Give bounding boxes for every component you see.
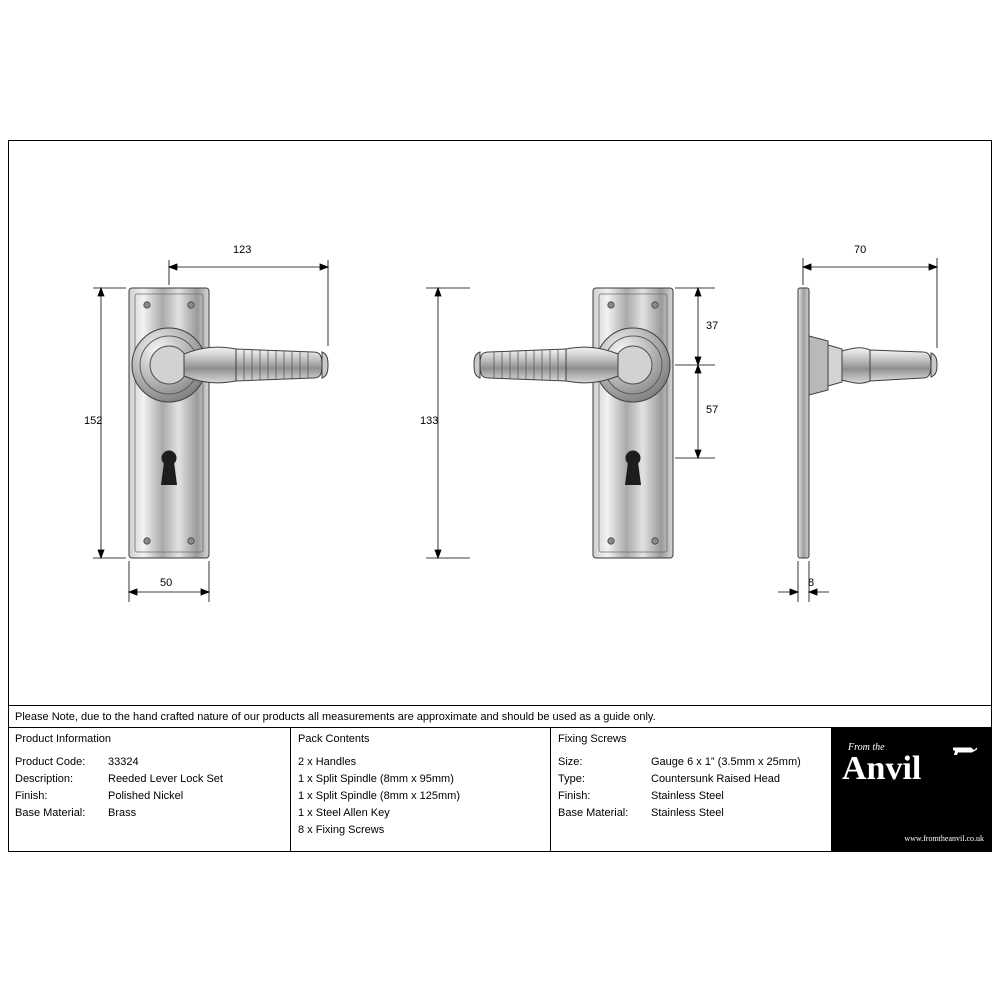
pack-contents-item: 1 x Split Spindle (8mm x 95mm)	[298, 773, 454, 785]
finish-value: Polished Nickel	[108, 790, 184, 802]
dimension-label-lever-offset-top: 37	[706, 320, 719, 332]
product-views-svg	[8, 140, 992, 705]
product-information-title: Product Information	[15, 733, 111, 745]
fixing-screws-row	[558, 805, 824, 822]
pack-contents-column	[291, 728, 551, 852]
dimension-label-plate-thickness: 8	[808, 577, 815, 589]
screw-finish-value: Stainless Steel	[651, 790, 724, 802]
product-information-column	[8, 728, 291, 852]
brand-logo-panel	[832, 728, 992, 852]
dimension-label-front-width: 123	[233, 244, 252, 256]
fixing-screws-row	[558, 754, 824, 771]
measurement-note	[8, 705, 992, 728]
front-view-dimensions	[93, 260, 328, 602]
dimension-label-side-height: 133	[420, 415, 439, 427]
dimension-label-backplate-width: 50	[160, 577, 173, 589]
drawing-area	[8, 140, 992, 705]
screw-size-label: Size:	[558, 756, 583, 768]
product-information-row	[15, 754, 283, 771]
measurement-note-text: Please Note, due to the hand crafted nature of our products all measurements are approximate and should be used as a guide only.	[15, 710, 656, 723]
pack-contents-item: 2 x Handles	[298, 756, 357, 768]
screw-type-label: Type:	[558, 773, 585, 785]
pack-contents-item: 1 x Steel Allen Key	[298, 807, 390, 819]
side-profile-view	[798, 288, 937, 558]
product-code-label: Product Code:	[15, 756, 86, 768]
reverse-view	[474, 288, 673, 558]
screw-type-value: Countersunk Raised Head	[651, 773, 781, 785]
pack-contents-item: 8 x Fixing Screws	[298, 824, 385, 836]
base-material-label: Base Material:	[15, 807, 86, 819]
brand-logo-from-the: From the	[848, 742, 885, 753]
base-material-value: Brass	[108, 807, 137, 819]
screw-finish-label: Finish:	[558, 790, 591, 802]
fixing-screws-row	[558, 788, 824, 805]
information-table	[8, 728, 992, 852]
fixing-screws-title: Fixing Screws	[558, 733, 627, 745]
description-value: Reeded Lever Lock Set	[108, 773, 223, 785]
fixing-screws-row	[558, 771, 824, 788]
pack-contents-title: Pack Contents	[298, 733, 370, 745]
brand-logo	[832, 728, 992, 852]
brand-logo-url: www.fromtheanvil.co.uk	[904, 834, 984, 843]
pack-contents-item: 1 x Split Spindle (8mm x 125mm)	[298, 790, 460, 802]
finish-label: Finish:	[15, 790, 48, 802]
front-view	[129, 288, 328, 558]
product-code-value: 33324	[108, 756, 139, 768]
brand-logo-name: Anvil	[842, 750, 922, 787]
screw-base-material-label: Base Material:	[558, 807, 629, 819]
dimension-label-front-height: 152	[84, 415, 103, 427]
fixing-screws-column	[551, 728, 832, 852]
product-information-row	[15, 788, 283, 805]
screw-base-material-value: Stainless Steel	[651, 807, 724, 819]
product-information-row	[15, 771, 283, 788]
anvil-icon	[952, 744, 978, 756]
product-information-row	[15, 805, 283, 822]
description-label: Description:	[15, 773, 74, 785]
dimension-label-projection: 70	[854, 244, 867, 256]
dimension-label-spindle-to-keyhole: 57	[706, 404, 719, 416]
screw-size-value: Gauge 6 x 1” (3.5mm x 25mm)	[651, 756, 801, 768]
